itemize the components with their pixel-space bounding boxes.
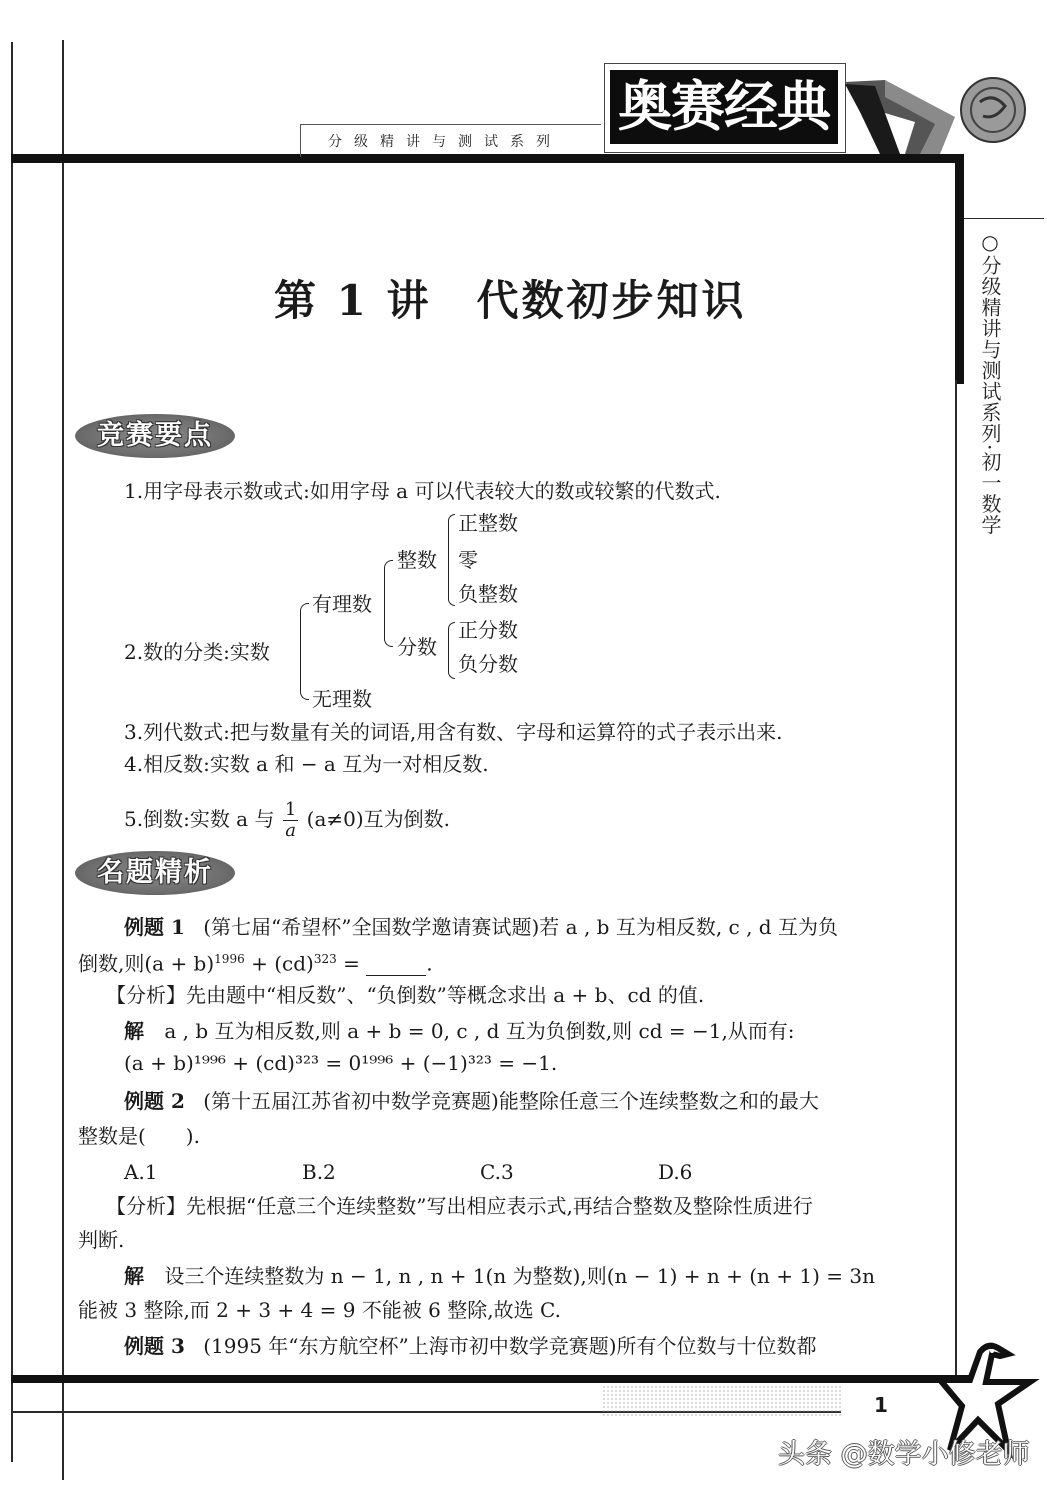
- key-point-5-pre: 5.倒数:实数 a 与: [124, 807, 275, 831]
- footer-dot-pattern: [602, 1385, 842, 1417]
- section-badge-key-points: 竞赛要点: [75, 414, 235, 458]
- example-2-analysis: 【分析】先根据“任意三个连续整数”写出相应表示式,再结合整数及整除性质进行: [106, 1194, 813, 1218]
- right-rule: [955, 154, 964, 384]
- tree-positive-integer: 正整数: [458, 511, 518, 535]
- option-d: D.6: [658, 1160, 693, 1184]
- example-3-source: (1995 年“东方航空杯”上海市初中数学竞赛题)所有个位数与十位数都: [203, 1334, 817, 1358]
- brace-rational: [384, 560, 393, 647]
- bottom-rule: [11, 1375, 971, 1383]
- example-2-line-2: 整数是( ).: [78, 1124, 200, 1148]
- exponent-323: 323: [313, 952, 337, 966]
- example-2-solution-text: 设三个连续整数为 n − 1, n , n + 1(n 为整数),则(n − 1) + n + (n + 1) = 3n: [164, 1264, 876, 1288]
- solution-label: 解: [124, 1019, 144, 1043]
- tree-fraction: 分数: [397, 635, 437, 659]
- exponent-1996: 1996: [214, 952, 245, 966]
- key-point-5-post: (a≠0)互为倒数.: [306, 807, 451, 831]
- example-2-label: 例题 2: [124, 1089, 185, 1113]
- fraction: [283, 800, 298, 841]
- key-point-4: 4.相反数:实数 a 和 − a 互为一对相反数.: [124, 752, 489, 776]
- example-2-solution-line-2: 能被 3 整除,而 2 + 3 + 4 = 9 不能被 6 整除,故选 C.: [78, 1298, 561, 1322]
- tree-zero: 零: [458, 548, 478, 572]
- example-3-label: 例题 3: [124, 1334, 185, 1358]
- inner-left-border: [62, 40, 64, 1480]
- section-badge-examples: 名题精析: [75, 851, 235, 895]
- brace-real: [300, 603, 309, 700]
- example-2-analysis-line-2: 判断.: [78, 1228, 125, 1252]
- tree-integer: 整数: [397, 548, 437, 572]
- medal-ribbon-icon: [845, 72, 1035, 162]
- example-1-source: (第七届“希望杯”全国数学邀请赛试题)若 a , b 互为相反数, c , d 互为负: [203, 915, 838, 939]
- tree-rational: 有理数: [312, 592, 372, 616]
- example-1-period: .: [426, 951, 433, 976]
- example-1-analysis: 【分析】先由题中“相反数”、“负倒数”等概念求出 a + b、cd 的值.: [106, 983, 705, 1007]
- chapter-title: 第 1 讲 代数初步知识: [274, 276, 747, 325]
- example-1-label: 例题 1: [124, 915, 185, 939]
- brace-fraction: [448, 622, 455, 679]
- option-c: C.3: [480, 1160, 514, 1184]
- fraction-denominator: a: [285, 820, 296, 841]
- example-2-source: (第十五届江苏省初中数学竞赛题)能整除任意三个连续整数之和的最大: [203, 1089, 819, 1113]
- example-1-line-2: [78, 947, 433, 976]
- example-3-line-1: [124, 1334, 817, 1358]
- example-1-solution-line-2: (a + b)¹⁹⁹⁶ + (cd)³²³ = 0¹⁹⁹⁶ + (−1)³²³ = −1.: [124, 1051, 558, 1075]
- tree-negative-fraction: 负分数: [458, 652, 518, 676]
- side-series-label: ○分级精讲与测试系列·初一数学: [978, 230, 1002, 536]
- key-point-3: 3.列代数式:把与数量有关的词语,用含有数、字母和运算符的式子表示出来.: [124, 720, 783, 744]
- side-tick: [964, 218, 1044, 219]
- page-number: 1: [874, 1393, 888, 1417]
- key-point-5: [124, 800, 450, 841]
- tree-positive-fraction: 正分数: [458, 618, 518, 642]
- fraction-numerator: 1: [284, 799, 297, 820]
- series-label: 分级精讲与测试系列: [328, 134, 562, 150]
- answer-blank: [366, 957, 426, 976]
- option-b: B.2: [302, 1160, 336, 1184]
- example-1-equals: =: [336, 951, 367, 976]
- key-point-1: 1.用字母表示数或式:如用字母 a 可以代表较大的数或较繁的代数式.: [124, 479, 721, 503]
- key-point-2-label: 2.数的分类:实数: [124, 640, 270, 664]
- brand-title: 奥赛经典: [610, 70, 838, 144]
- example-2-line-1: [124, 1089, 819, 1113]
- example-1-solution-text: a , b 互为相反数,则 a + b = 0, c , d 互为负倒数,则 cd = −1,从而有:: [164, 1019, 795, 1043]
- brace-integer: [448, 514, 455, 606]
- example-1-expr-a: 倒数,则(a + b): [78, 951, 215, 976]
- tree-irrational: 无理数: [312, 687, 372, 711]
- example-1-line-1: [124, 915, 838, 939]
- watermark: 头条 @数学小修老师: [778, 1439, 1030, 1470]
- right-content-border: [955, 380, 957, 1380]
- example-2-solution: [124, 1264, 875, 1288]
- example-1-expr-cd: + (cd): [244, 951, 314, 976]
- tree-negative-integer: 负整数: [458, 582, 518, 606]
- option-a: A.1: [124, 1160, 158, 1184]
- outer-left-border: [11, 42, 13, 1462]
- example-1-solution: [124, 1019, 795, 1043]
- solution-label: 解: [124, 1264, 144, 1288]
